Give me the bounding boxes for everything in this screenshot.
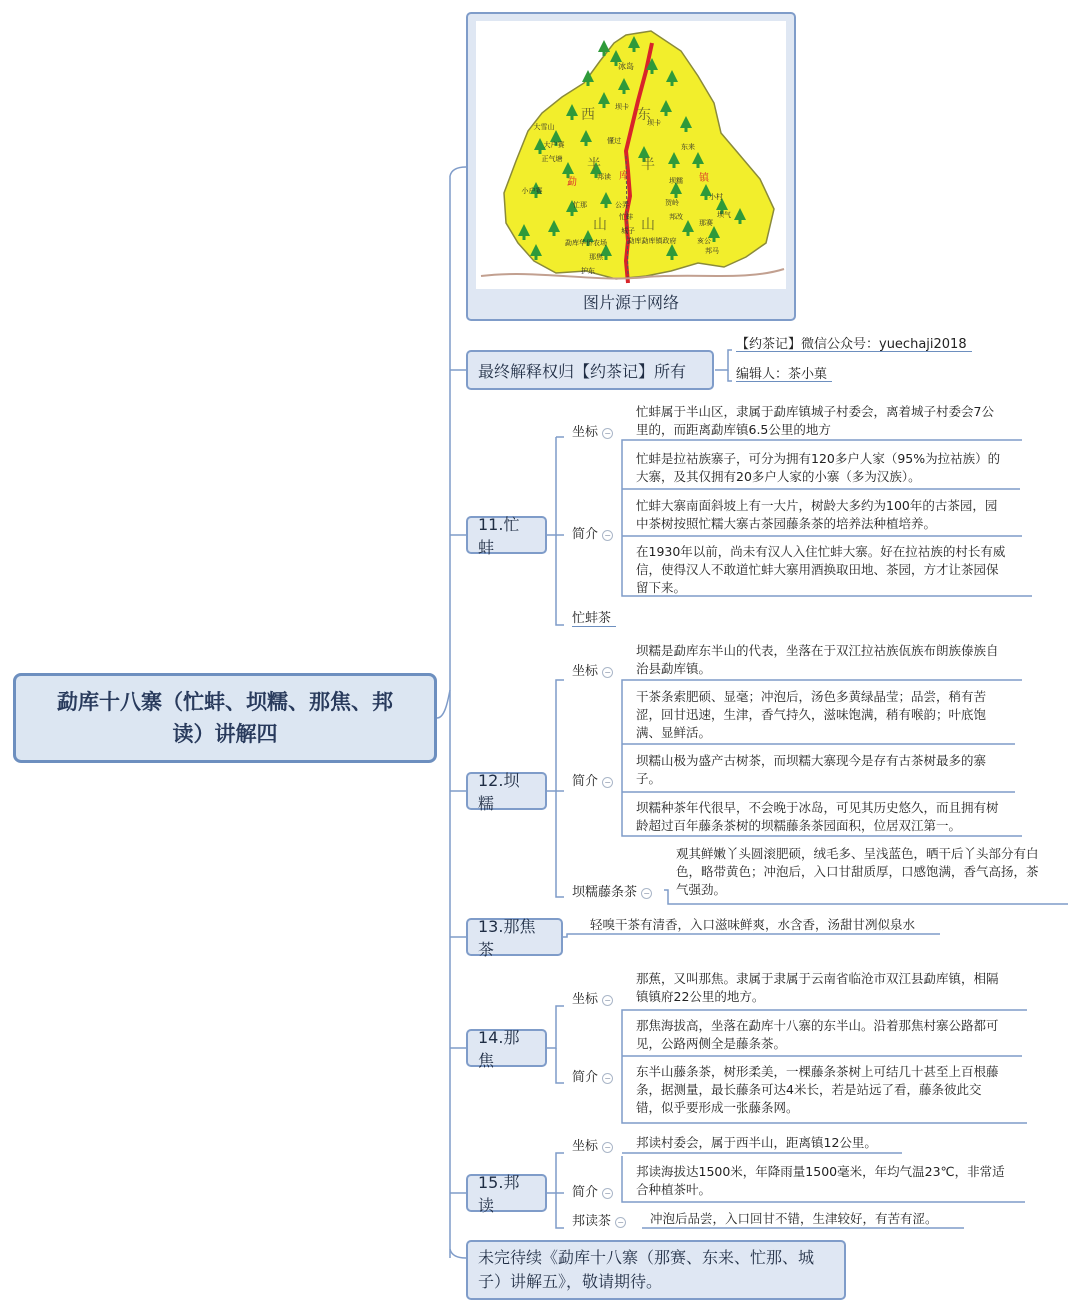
collapse-icon: − bbox=[602, 1142, 613, 1153]
map-place-label: 东来 bbox=[681, 143, 695, 151]
collapse-icon: − bbox=[602, 1073, 613, 1084]
banuo-tea-label[interactable]: 坝糯藤条茶 − bbox=[572, 881, 652, 900]
mangbang-tea-label[interactable]: 忙蚌茶 bbox=[572, 607, 616, 627]
bangdu-tea-text: 冲泡后品尝，入口回甘不错，生津较好，有苦有涩。 bbox=[650, 1211, 938, 1226]
village-bangdu-node[interactable] bbox=[466, 1173, 547, 1215]
rights-node[interactable] bbox=[466, 350, 714, 390]
map-place-label: 那赛 bbox=[699, 219, 713, 227]
collapse-icon: − bbox=[641, 888, 652, 899]
najiao-intro-label[interactable]: 简介 − bbox=[572, 1066, 613, 1085]
mangbang-intro-label[interactable]: 简介 − bbox=[572, 523, 613, 542]
village-banuo-node[interactable] bbox=[466, 771, 547, 813]
collapse-icon: − bbox=[615, 1217, 626, 1228]
map-place-label: 坝卡 bbox=[647, 119, 661, 127]
map-place-label: 西 bbox=[581, 107, 595, 123]
banuo-coord-label[interactable]: 坐标 − bbox=[572, 660, 613, 679]
najiao-coord-label[interactable]: 坐标 − bbox=[572, 988, 613, 1007]
bangdu-coord-label[interactable]: 坐标 − bbox=[572, 1135, 613, 1154]
map-place-label: 半 bbox=[641, 157, 655, 173]
mangbang-coord-text: 忙蚌属于半山区，隶属于勐库镇城子村委会，离着城子村委会7公 里的，而距离勐库镇6.5公里的地方 bbox=[636, 404, 994, 437]
mangbang-intro-3: 在1930年以前，尚未有汉人入住忙蚌大寨。好在拉祜族的村长有威 信，使得汉人不敢道忙蚌大寨用酒换取田地、茶园，方才让茶园保 留下来。 bbox=[636, 544, 1006, 595]
map-place-label: 库 bbox=[619, 171, 629, 182]
root-title-line1: 勐库十八寨（忙蚌、坝糯、那焦、邦 bbox=[57, 690, 393, 714]
bangdu-tea-label[interactable]: 邦读茶 − bbox=[572, 1210, 626, 1229]
collapse-icon: − bbox=[602, 667, 613, 678]
map-place-label: 山 bbox=[593, 217, 607, 233]
ending-line1: 未完待续《勐库十八寨（那赛、东来、忙那、城 bbox=[478, 1248, 815, 1267]
ending-line2: 子）讲解五》，敬请期待。 bbox=[478, 1272, 663, 1291]
root-title-line2: 读）讲解四 bbox=[172, 722, 278, 746]
collapse-icon: − bbox=[602, 777, 613, 788]
banuo-intro-1: 干茶条索肥硕、显毫；冲泡后，汤色多黄绿晶莹；品尝，稍有苦 涩，回甘迅速，生津，香气持久，滋味饱满，稍有喉韵；叶底饱 满、显鲜活。 bbox=[636, 689, 987, 740]
root-topic[interactable] bbox=[13, 673, 437, 763]
map-place-label: 公弄 bbox=[615, 201, 629, 209]
mangbang-intro-1: 忙蚌是拉祜族寨子，可分为拥有120多户人家（95%为拉祜族）的 大寨，及其仅拥有20多户人家的小寨（多为汉族）。 bbox=[636, 451, 1001, 484]
mengku-map-image bbox=[476, 21, 786, 289]
collapse-icon: − bbox=[602, 995, 613, 1006]
village-najiao-label: 14.那焦 bbox=[478, 1028, 520, 1070]
map-place-label: 勐 bbox=[567, 177, 577, 188]
rights-label: 最终解释权归【约茶记】所有 bbox=[478, 361, 687, 381]
map-place-label: 山 bbox=[641, 217, 655, 233]
village-mangbang-label: 11.忙蚌 bbox=[478, 515, 520, 557]
map-place-label: 懂过 bbox=[607, 137, 621, 145]
map-place-label: 大户赛 bbox=[543, 141, 565, 149]
najiao-tea-desc: 轻嗅干茶有清香，入口滋味鲜爽，水含香，汤甜甘冽似泉水 bbox=[590, 917, 916, 932]
map-place-label: 邦马 bbox=[705, 247, 719, 255]
map-place-label: 忙蚌 bbox=[619, 213, 633, 221]
banuo-intro-label[interactable]: 简介 − bbox=[572, 770, 613, 789]
mangbang-intro-2: 忙蚌大寨南面斜坡上有一大片，树龄大多约为100年的古茶园，园 中茶树按照忙糯大寨古茶园藤条茶的培养法种植培养。 bbox=[636, 498, 998, 531]
map-place-label: 小户赛 bbox=[521, 187, 543, 195]
map-place-label: 坝卡 bbox=[615, 103, 629, 111]
najiao-coord-text: 那蕉，又叫那焦。隶属于隶属于云南省临沧市双江县勐库镇，相隔 镇镇府22公里的地方。 bbox=[636, 971, 999, 1004]
village-banuo-label: 12.坝糯 bbox=[478, 771, 520, 813]
map-place-label: 半 bbox=[587, 157, 601, 173]
banuo-tea-text: 观其鲜嫩丫头圆滚肥硕，绒毛多、呈浅蓝色，晒干后丫头部分有白 色，略带黄色；冲泡后，入口甘甜质厚，口感饱满，香气高扬，茶 气强劲。 bbox=[676, 846, 1039, 897]
collapse-icon: − bbox=[602, 1188, 613, 1199]
map-place-label: 邦读 bbox=[597, 173, 611, 181]
ending-node[interactable] bbox=[466, 1240, 846, 1300]
map-place-label: 护东 bbox=[581, 267, 595, 275]
najiao-intro-2: 东半山藤条茶，树形柔美，一棵藤条茶树上可结几十甚至上百根藤 条，据测量，最长藤条可达4米长，若是站远了看，藤条彼此交 错，似乎要形成一张藤条网。 bbox=[636, 1064, 999, 1115]
map-image-node[interactable] bbox=[466, 12, 796, 321]
map-place-label: 那焦 bbox=[589, 253, 603, 261]
map-place-label: 勐库勐库镇政府 bbox=[627, 237, 677, 245]
banuo-coord-text: 坝糯是勐库东半山的代表，坐落在于双江拉祜族佤族布朗族傣族自 治县勐库镇。 bbox=[636, 643, 999, 676]
map-place-label: 冰岛 bbox=[618, 62, 634, 71]
najiao-tea-node[interactable] bbox=[466, 917, 563, 959]
map-place-label: 大雪山 bbox=[533, 123, 555, 131]
map-place-label: 城子 bbox=[621, 227, 635, 235]
banuo-intro-3: 坝糯种茶年代很早，不会晚于冰岛，可见其历史悠久，而且拥有树 龄超过百年藤条茶树的坝糯藤条茶园面积，位居双江第一。 bbox=[636, 800, 999, 833]
bangdu-intro-label[interactable]: 简介 − bbox=[572, 1181, 613, 1200]
bangdu-intro-text: 邦读海拔达1500米，年降雨量1500毫米，年均气温23℃，非常适 合种植茶叶。 bbox=[636, 1164, 1005, 1197]
wechat-account-text: 【约茶记】微信公众号：yuechaji2018 bbox=[736, 333, 972, 352]
map-place-label: 东 bbox=[637, 107, 651, 123]
map-caption: 图片源于网络 bbox=[582, 293, 679, 312]
map-place-label: 镇 bbox=[699, 173, 709, 184]
collapse-icon: − bbox=[602, 530, 613, 541]
editor-text: 编辑人：茶小菓 bbox=[736, 363, 832, 382]
najiao-intro-1: 那焦海拔高，坐落在勐库十八寨的东半山。沿着那焦村寨公路都可 见，公路两侧全是藤条茶。 bbox=[636, 1018, 999, 1051]
map-place-label: 亥公 bbox=[697, 237, 711, 245]
najiao-tea-label: 13.那焦茶 bbox=[478, 917, 536, 959]
map-place-label: 坝气 bbox=[717, 211, 731, 219]
map-place-label: 正气塘 bbox=[541, 155, 563, 163]
map-place-label: 忙那 bbox=[573, 201, 587, 209]
banuo-intro-2: 坝糯山极为盛产古树茶，而坝糯大寨现今是存有古茶树最多的寨 子。 bbox=[636, 753, 987, 786]
map-place-label: 小村 bbox=[709, 193, 723, 201]
mangbang-coord-label[interactable]: 坐标 − bbox=[572, 421, 613, 440]
village-mangbang-node[interactable] bbox=[466, 515, 547, 557]
village-najiao-node[interactable] bbox=[466, 1028, 547, 1070]
bangdu-coord-text: 邦读村委会，属于西半山，距离镇12公里。 bbox=[636, 1135, 877, 1150]
map-place-label: 勐库华侨农场 bbox=[565, 239, 607, 247]
collapse-icon: − bbox=[602, 428, 613, 439]
map-place-label: 贺岭 bbox=[665, 199, 679, 207]
map-place-label: 邦改 bbox=[669, 213, 683, 221]
village-bangdu-label: 15.邦读 bbox=[478, 1173, 520, 1215]
map-place-label: 坝糯 bbox=[669, 177, 683, 185]
